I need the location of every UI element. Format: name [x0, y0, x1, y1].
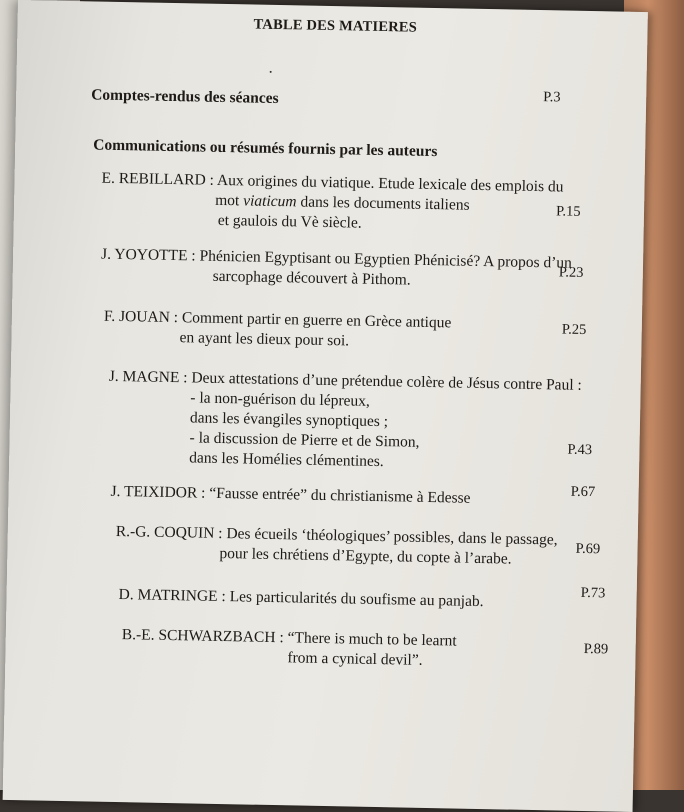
section-comptes-rendus: Comptes-rendus des séances [91, 86, 279, 108]
section-communications: Communications ou résumés fournis par les auteurs [93, 136, 438, 161]
author-magne: J. MAGNE : [108, 367, 188, 387]
author-coquin: R.-G. COQUIN : [115, 522, 223, 543]
entry-magne-line4: - la discussion de Pierre et de Simon, [189, 429, 420, 451]
title-rebillard: Aux origines du viatique. Etude lexicale des emplois du [216, 171, 564, 196]
title-yoyotte: Phénicien Egyptisant ou Egyptien Phénicisé? A propos d’un [199, 247, 573, 272]
page-ref-coquin: P.69 [575, 540, 601, 558]
page-ref-comptes-rendus: P.3 [543, 89, 561, 106]
author-rebillard: E. REBILLARD : [101, 169, 215, 189]
entry-magne-line2: - la non-guérison du lépreux, [190, 389, 371, 410]
page-ref-teixidor: P.67 [570, 483, 596, 501]
title-teixidor: “Fausse entrée” du christianisme à Edesse [209, 484, 471, 507]
entry-coquin-line2: pour les chrétiens d’Egypte, du copte à l’arabe. [219, 544, 512, 568]
page-ref-matringe: P.73 [580, 584, 606, 602]
italic-term: viaticum [243, 192, 297, 211]
title-magne: Deux attestations d’une prétendue colère de Jésus contre Paul : [191, 369, 582, 394]
author-jouan: F. JOUAN : [103, 307, 179, 327]
entry-schwarzbach-line2: from a cynical devil”. [287, 649, 423, 669]
entry-matringe-line1 [118, 585, 483, 612]
entry-magne-line5: dans les Homélies clémentines. [189, 449, 384, 471]
text-segment: dans les documents italiens [296, 193, 470, 214]
title-coquin: Des écueils ‘théologiques’ possibles, dans le passage, [226, 525, 558, 549]
author-teixidor: J. TEIXIDOR : [110, 482, 206, 502]
author-matringe: D. MATRINGE : [118, 586, 226, 606]
page-ref-rebillard: P.15 [555, 203, 581, 220]
page-ref-schwarzbach: P.89 [583, 640, 609, 658]
entry-jouan-line2: en ayant les dieux pour soi. [179, 329, 350, 350]
title-jouan: Comment partir en guerre en Grèce antique [181, 309, 452, 332]
book-page [3, 0, 648, 812]
page-ref-magne: P.43 [567, 441, 593, 459]
author-schwarzbach: B.-E. SCHWARZBACH : [121, 626, 284, 647]
entry-rebillard-line3: et gaulois du Vè siècle. [217, 211, 362, 232]
entry-magne-line3: dans les évangiles synoptiques ; [189, 409, 389, 431]
page-title: TABLE DES MATIERES [253, 16, 418, 36]
text-segment: mot [215, 191, 244, 210]
page-ref-jouan: P.25 [561, 321, 587, 338]
title-matringe: Les particularités du soufisme au panjab. [229, 588, 484, 611]
ink-speck [270, 71, 272, 73]
entry-yoyotte-line2: sarcophage découvert à Pithom. [212, 267, 411, 289]
title-schwarzbach: “There is much to be learnt [287, 629, 457, 650]
page-ref-yoyotte: P.23 [558, 264, 584, 281]
author-yoyotte: J. YOYOTTE : [100, 245, 196, 265]
entry-teixidor-line1 [110, 482, 470, 509]
